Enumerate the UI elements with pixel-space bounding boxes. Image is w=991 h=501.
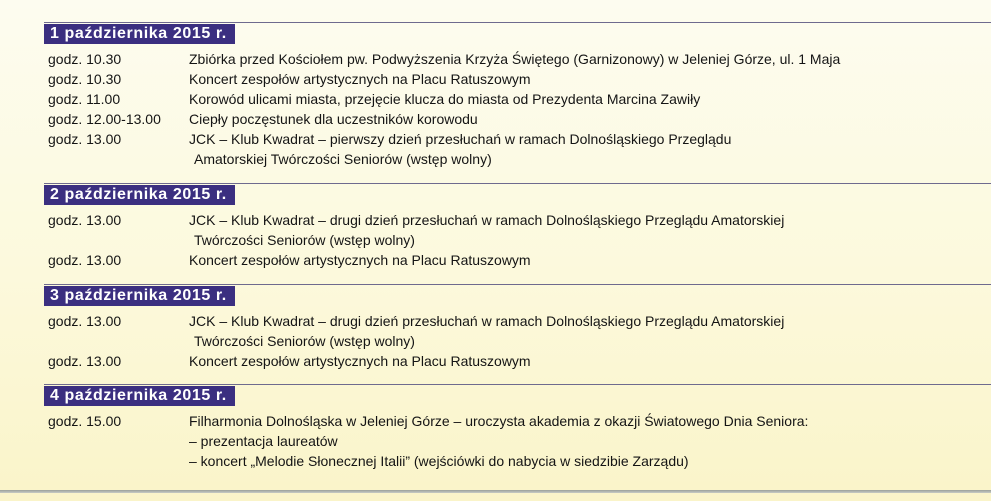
event-subitem: – koncert „Melodie Słonecznej Italii” (wejściówki do nabycia w siedzibie Zarządu) (189, 453, 689, 469)
schedule-row (44, 351, 991, 371)
event-description: Ciepły poczęstunek dla uczestników korowodu (189, 111, 478, 127)
bottom-divider (0, 490, 991, 493)
schedule-row-continuation (44, 331, 991, 351)
event-time: godz. 13.00 (48, 313, 122, 329)
schedule-subitem (44, 451, 991, 471)
event-time: godz. 15.00 (48, 413, 122, 429)
event-description: JCK – Klub Kwadrat – pierwszy dzień przesłuchań w ramach Dolnośląskiego Przeglądu (189, 131, 732, 147)
event-description: Zbiórka przed Kościołem pw. Podwyższenia Krzyża Świętego (Garnizonowy) w Jeleniej Górze, ul. 1 Maja (189, 51, 841, 67)
schedule-row (44, 69, 991, 89)
event-time: godz. 10.30 (48, 71, 122, 87)
event-time: godz. 13.00 (48, 212, 122, 228)
event-description-continuation: Amatorskiej Twórczości Seniorów (wstęp wolny) (194, 151, 492, 167)
event-time: godz. 10.30 (48, 51, 122, 67)
schedule-row (44, 129, 991, 149)
event-time: godz. 11.00 (48, 91, 121, 107)
schedule-row (44, 250, 991, 270)
event-time: godz. 12.00-13.00 (48, 111, 161, 127)
schedule-row (44, 49, 991, 69)
event-subitem: – prezentacja laureatów (189, 433, 338, 449)
event-description: Korowód ulicami miasta, przejęcie klucza do miasta od Prezydenta Marcina Zawiły (189, 91, 701, 107)
event-description: Koncert zespołów artystycznych na Placu Ratuszowym (189, 71, 531, 87)
schedule-row (44, 311, 991, 331)
day-section-1 (44, 22, 991, 169)
event-time: godz. 13.00 (48, 252, 122, 268)
day-section-2 (44, 183, 991, 270)
event-description: JCK – Klub Kwadrat – drugi dzień przesłuchań w ramach Dolnośląskiego Przeglądu Amatorskiej (189, 313, 785, 329)
schedule-row-continuation (44, 149, 991, 169)
event-description: JCK – Klub Kwadrat – drugi dzień przesłuchań w ramach Dolnośląskiego Przeglądu Amatorskiej (189, 212, 785, 228)
event-time: godz. 13.00 (48, 131, 122, 147)
schedule-row-continuation (44, 230, 991, 250)
schedule-row (44, 109, 991, 129)
schedule-row (44, 411, 991, 431)
schedule-row (44, 210, 991, 230)
day-header: 3 października 2015 r. (44, 286, 235, 306)
day-section-4 (44, 384, 991, 471)
day-header: 1 października 2015 r. (44, 24, 235, 44)
schedule-row (44, 89, 991, 109)
event-description-continuation: Twórczości Seniorów (wstęp wolny) (194, 333, 415, 349)
event-description: Filharmonia Dolnośląska w Jeleniej Górze – uroczysta akademia z okazji Światowego Dnia Seniora: (189, 413, 809, 429)
day-header: 2 października 2015 r. (44, 185, 235, 205)
schedule-subitem (44, 431, 991, 451)
event-description: Koncert zespołów artystycznych na Placu Ratuszowym (189, 252, 531, 268)
event-description-continuation: Twórczości Seniorów (wstęp wolny) (194, 232, 415, 248)
event-time: godz. 13.00 (48, 353, 122, 369)
day-section-3 (44, 284, 991, 371)
event-description: Koncert zespołów artystycznych na Placu Ratuszowym (189, 353, 531, 369)
day-header: 4 października 2015 r. (44, 386, 235, 406)
